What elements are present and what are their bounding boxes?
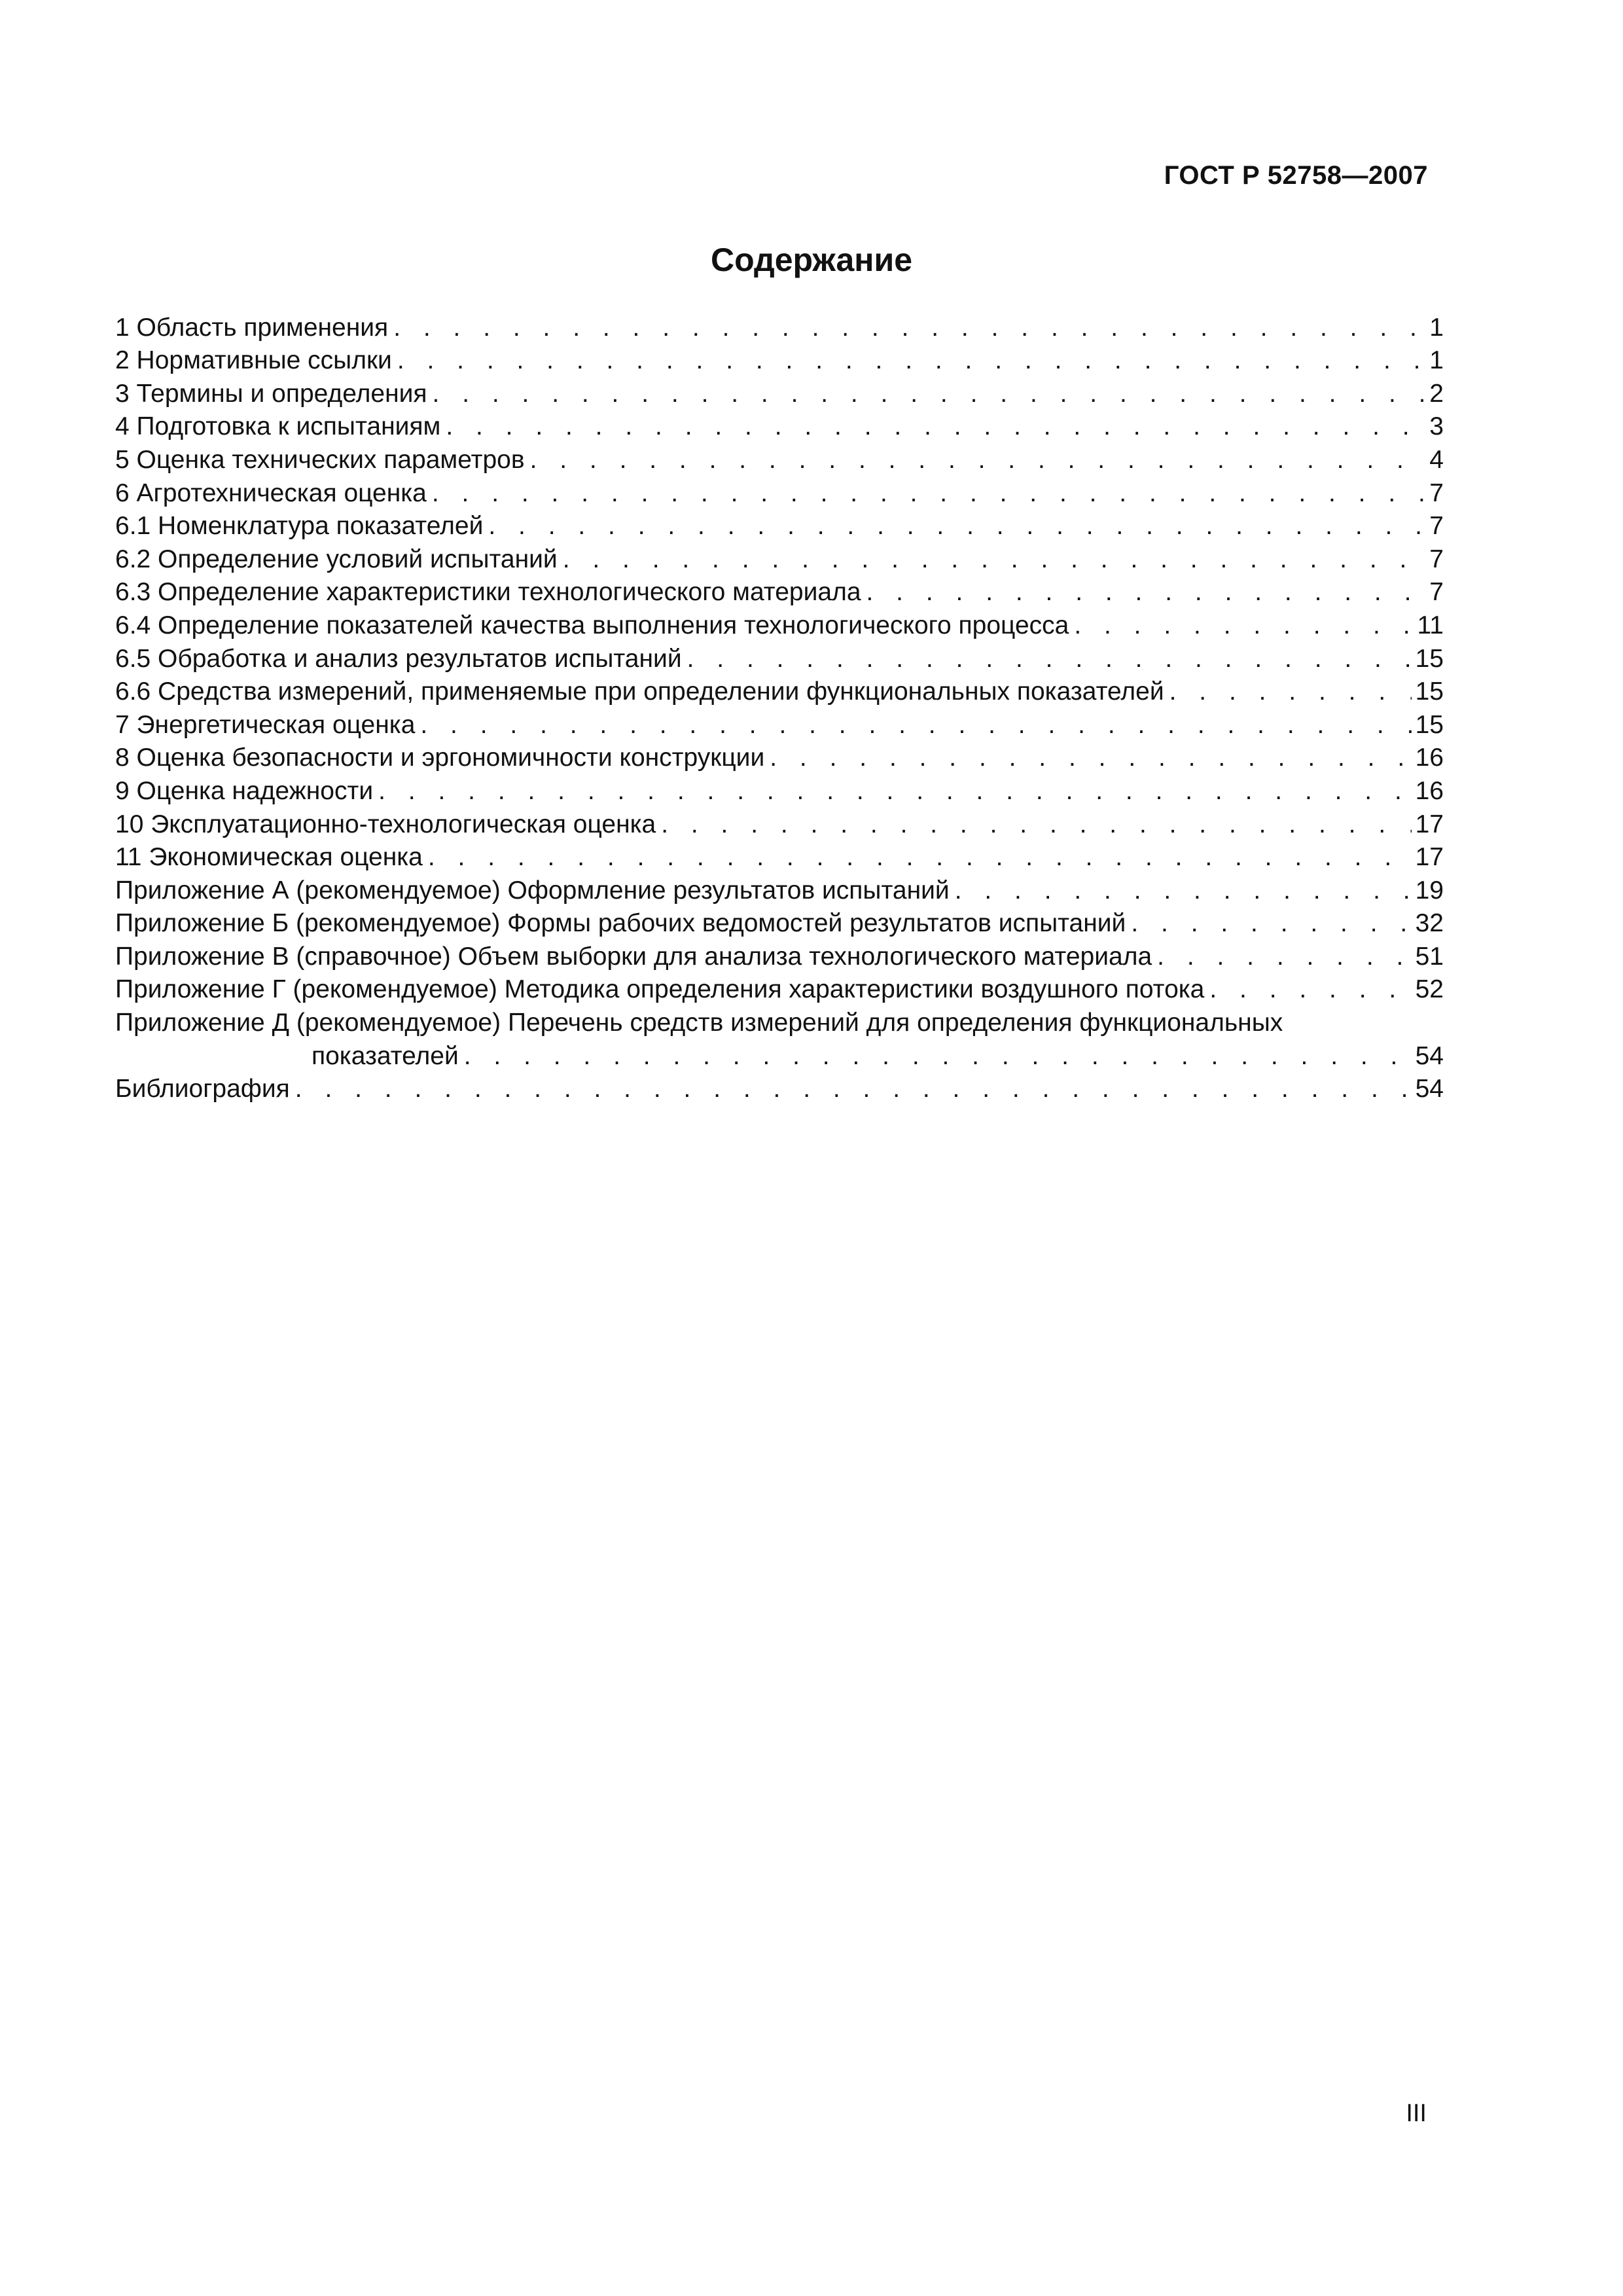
toc-entry-title: 2 Нормативные ссылки [115, 346, 392, 375]
toc-entry-page: 52 [1415, 975, 1444, 1004]
toc-entry-title: 10 Эксплуатационно-технологическая оценка [115, 810, 656, 838]
toc-entry-title: Приложение А (рекомендуемое) Оформление результатов испытаний [115, 876, 950, 905]
toc-leader-dots [661, 809, 1411, 840]
toc-leader-dots [446, 411, 1425, 442]
toc-entry-title-continuation: показателей [312, 1041, 459, 1070]
toc-leader-dots [488, 511, 1425, 542]
toc-entry-page: 15 [1415, 644, 1444, 673]
toc-entry-title: 8 Оценка безопасности и эргономичности конструкции [115, 744, 765, 772]
toc-entry[interactable] [115, 608, 1444, 641]
toc-entry-page: 11 [1417, 611, 1444, 639]
toc-entry[interactable] [115, 410, 1444, 443]
toc-leader-dots [1169, 676, 1412, 708]
toc-entry[interactable] [115, 509, 1444, 543]
toc-leader-dots [1074, 610, 1413, 641]
toc-entry[interactable] [115, 973, 1444, 1006]
toc-leader-dots [1209, 974, 1411, 1005]
toc-entry-page: 32 [1415, 909, 1444, 938]
toc-entry[interactable] [115, 873, 1444, 906]
toc-heading: Содержание [710, 242, 913, 278]
toc-entry-page: 51 [1415, 942, 1444, 971]
toc-entry-page: 7 [1429, 512, 1444, 541]
toc-leader-dots [397, 345, 1425, 376]
toc-entry-multiline-end[interactable] [115, 1039, 1444, 1072]
toc-entry-page: 19 [1415, 876, 1444, 905]
toc-entry-title: 6.3 Определение характеристики технологического материала [115, 578, 861, 607]
toc-entry-page: 2 [1429, 379, 1444, 408]
toc-entry-title: 6 Агротехническая оценка [115, 478, 427, 507]
toc-entry[interactable] [115, 708, 1444, 741]
toc-entry-title: Библиография [115, 1075, 290, 1103]
toc-leader-dots [770, 742, 1411, 774]
toc-entry-page: 17 [1415, 810, 1444, 838]
toc-leader-dots [428, 842, 1412, 873]
toc-entry[interactable] [115, 376, 1444, 410]
toc-entry-title: Приложение Д (рекомендуемое) Перечень средств измерений для определения функциональных [115, 1009, 1283, 1037]
toc-leader-dots [378, 776, 1411, 807]
toc-entry-page: 3 [1429, 412, 1444, 441]
toc-leader-dots [432, 478, 1425, 509]
toc-entry[interactable] [115, 641, 1444, 675]
toc-entry[interactable] [115, 575, 1444, 609]
toc-leader-dots [530, 444, 1426, 476]
toc-entry-page: 7 [1429, 478, 1444, 507]
toc-entry[interactable] [115, 542, 1444, 575]
toc-entry-page: 7 [1429, 545, 1444, 573]
toc-entry-title: 4 Подготовка к испытаниям [115, 412, 441, 441]
toc-entry[interactable] [115, 344, 1444, 377]
toc-entry-title: 3 Термины и определения [115, 379, 427, 408]
toc-entry-page: 4 [1429, 445, 1444, 474]
toc-entry[interactable] [115, 442, 1444, 476]
toc-entry-title: 5 Оценка технических параметров [115, 445, 525, 474]
toc-leader-dots [295, 1073, 1412, 1105]
toc-entry-title: 6.5 Обработка и анализ результатов испытаний [115, 644, 682, 673]
toc-leader-dots [955, 875, 1412, 906]
toc-leader-dots [420, 709, 1411, 741]
page-number: III [1406, 2100, 1427, 2127]
toc-entry-page: 16 [1415, 776, 1444, 805]
toc-entry[interactable] [115, 476, 1444, 509]
toc-entry-page: 54 [1415, 1075, 1444, 1103]
toc-entry[interactable] [115, 1072, 1444, 1105]
toc-entry[interactable] [115, 939, 1444, 973]
toc-entry-multiline-start[interactable] [115, 1005, 1444, 1039]
toc-entry-title: 6.2 Определение условий испытаний [115, 545, 558, 573]
toc-entry[interactable] [115, 741, 1444, 774]
toc-entry[interactable] [115, 906, 1444, 940]
toc-entry-title: 9 Оценка надежности [115, 776, 374, 805]
toc-leader-dots [1157, 941, 1411, 973]
toc-entry-title: Приложение Г (рекомендуемое) Методика определения характеристики воздушного потока [115, 975, 1205, 1004]
toc-leader-dots [563, 544, 1426, 575]
toc-entry[interactable] [115, 774, 1444, 807]
toc-entry-page: 15 [1415, 710, 1444, 739]
toc-leader-dots [866, 577, 1426, 608]
toc-entry-page: 15 [1415, 677, 1444, 706]
toc-entry[interactable] [115, 840, 1444, 874]
toc-entry-title: 6.1 Номенклатура показателей [115, 512, 484, 541]
toc-leader-dots [464, 1041, 1412, 1072]
toc-entry[interactable] [115, 807, 1444, 840]
toc-entry-title: 7 Энергетическая оценка [115, 710, 416, 739]
toc-entry-title: 6.6 Средства измерений, применяемые при определении функциональных показателей [115, 677, 1164, 706]
toc-entry[interactable] [115, 675, 1444, 708]
toc-entry[interactable] [115, 310, 1444, 344]
toc-entry-title: Приложение В (справочное) Объем выборки для анализа технологического материала [115, 942, 1152, 971]
toc-entry-title: Приложение Б (рекомендуемое) Формы рабочих ведомостей результатов испытаний [115, 909, 1126, 938]
toc-entry-page: 17 [1415, 843, 1444, 872]
toc-entry-page: 7 [1429, 578, 1444, 607]
toc-entry-page: 1 [1429, 346, 1444, 375]
toc-leader-dots [433, 378, 1426, 410]
toc-entry-page: 1 [1429, 313, 1444, 342]
toc-leader-dots [393, 312, 1425, 344]
toc-entry-page: 16 [1415, 744, 1444, 772]
toc-entry-title: 11 Экономическая оценка [115, 843, 423, 872]
toc-entry-title: 1 Область применения [115, 313, 389, 342]
toc-entry-page: 54 [1415, 1041, 1444, 1070]
toc-leader-dots [687, 643, 1412, 675]
toc-leader-dots [1131, 908, 1411, 939]
toc-entry-title: 6.4 Определение показателей качества выполнения технологического процесса [115, 611, 1069, 639]
standard-code: ГОСТ Р 52758—2007 [1164, 161, 1428, 190]
table-of-contents [115, 310, 1444, 1105]
